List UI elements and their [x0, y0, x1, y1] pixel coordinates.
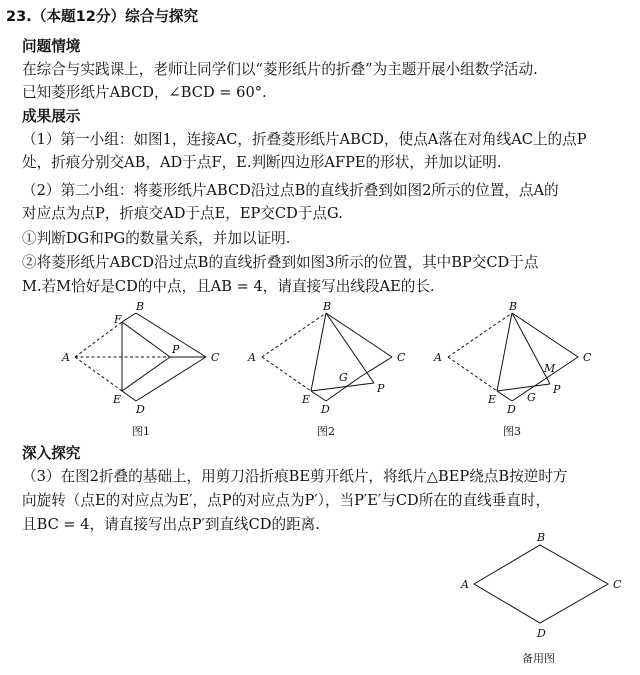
fig1-label-P: P	[172, 343, 180, 356]
fig3-caption: 图3	[503, 425, 521, 438]
part2-line-5: M.若M恰好是CD的中点，且AB = 4，请直接写出线段AE的长.	[22, 278, 435, 295]
fig2-label-A: A	[248, 351, 256, 364]
spare-label-B: B	[537, 531, 546, 544]
fig1-label-E: E	[113, 393, 122, 406]
context-line-1: 在综合与实践课上，老师让同学们以“菱形纸片的折叠”为主题开展小组数学活动.	[22, 61, 538, 78]
fig1-label-D: D	[136, 403, 145, 416]
part2-line-2: 对应点为点P，折痕交AD于点E，EP交CD于点G.	[22, 205, 343, 222]
fig3-label-E: E	[488, 393, 497, 406]
part1-line-1: （1）第一小组：如图1，连接AC，折叠菱形纸片ABCD，使点A落在对角线AC上的点P	[22, 131, 587, 148]
fig3-label-M: M	[544, 362, 556, 375]
part3-line-3: 且BC = 4，请直接写出点P′到直线CD的距离.	[22, 516, 320, 533]
fig3-label-G: G	[527, 391, 536, 404]
section-title-explore: 深入探究	[22, 445, 81, 462]
figure-2-drawing	[262, 313, 392, 401]
fig3-label-D: D	[507, 403, 516, 416]
section-title-results: 成果展示	[22, 108, 81, 125]
spare-label-D: D	[537, 627, 546, 640]
problem-header: 23.（本题12分）综合与探究	[6, 8, 199, 25]
fig3-label-A: A	[434, 351, 442, 364]
fig1-label-B: B	[136, 300, 145, 313]
figure-1-drawing	[75, 313, 206, 401]
fig1-caption: 图1	[132, 425, 150, 438]
section-title-context: 问题情境	[22, 38, 81, 55]
fig2-caption: 图2	[317, 425, 335, 438]
spare-label-C: C	[613, 578, 622, 591]
part2-line-4: ②将菱形纸片ABCD沿过点B的直线折叠到如图3所示的位置，其中BP交CD于点	[22, 254, 539, 271]
context-line-2: 已知菱形纸片ABCD，∠BCD = 60°.	[22, 84, 267, 101]
fig3-label-B: B	[509, 300, 518, 313]
fig2-label-B: B	[323, 300, 332, 313]
fig2-label-P: P	[377, 382, 385, 395]
fig1-label-F: F	[114, 313, 122, 326]
fig2-label-G: G	[339, 371, 348, 384]
spare-caption: 备用图	[522, 652, 555, 665]
fig1-label-C: C	[211, 351, 220, 364]
part2-line-3: ①判断DG和PG的数量关系，并加以证明.	[22, 230, 291, 247]
fig3-label-C: C	[583, 351, 592, 364]
fig2-label-C: C	[397, 351, 406, 364]
part2-line-1: （2）第二小组：将菱形纸片ABCD沿过点B的直线折叠到如图2所示的位置，点A的	[22, 182, 559, 199]
fig1-label-A: A	[62, 351, 70, 364]
spare-figure-drawing	[474, 545, 608, 623]
fig2-label-E: E	[302, 393, 311, 406]
part3-line-1: （3）在图2折叠的基础上，用剪刀沿折痕BE剪开纸片，将纸片△BEP绕点B按逆时方	[22, 468, 568, 485]
part1-line-2: 处，折痕分别交AB，AD于点F，E.判断四边形AFPE的形状，并加以证明.	[22, 154, 502, 171]
fig2-label-D: D	[321, 403, 330, 416]
spare-label-A: A	[461, 578, 469, 591]
fig3-label-P: P	[553, 383, 561, 396]
part3-line-2: 向旋转（点E的对应点为E′，点P的对应点为P′），当P′E′与CD所在的直线垂直时，	[22, 492, 551, 509]
